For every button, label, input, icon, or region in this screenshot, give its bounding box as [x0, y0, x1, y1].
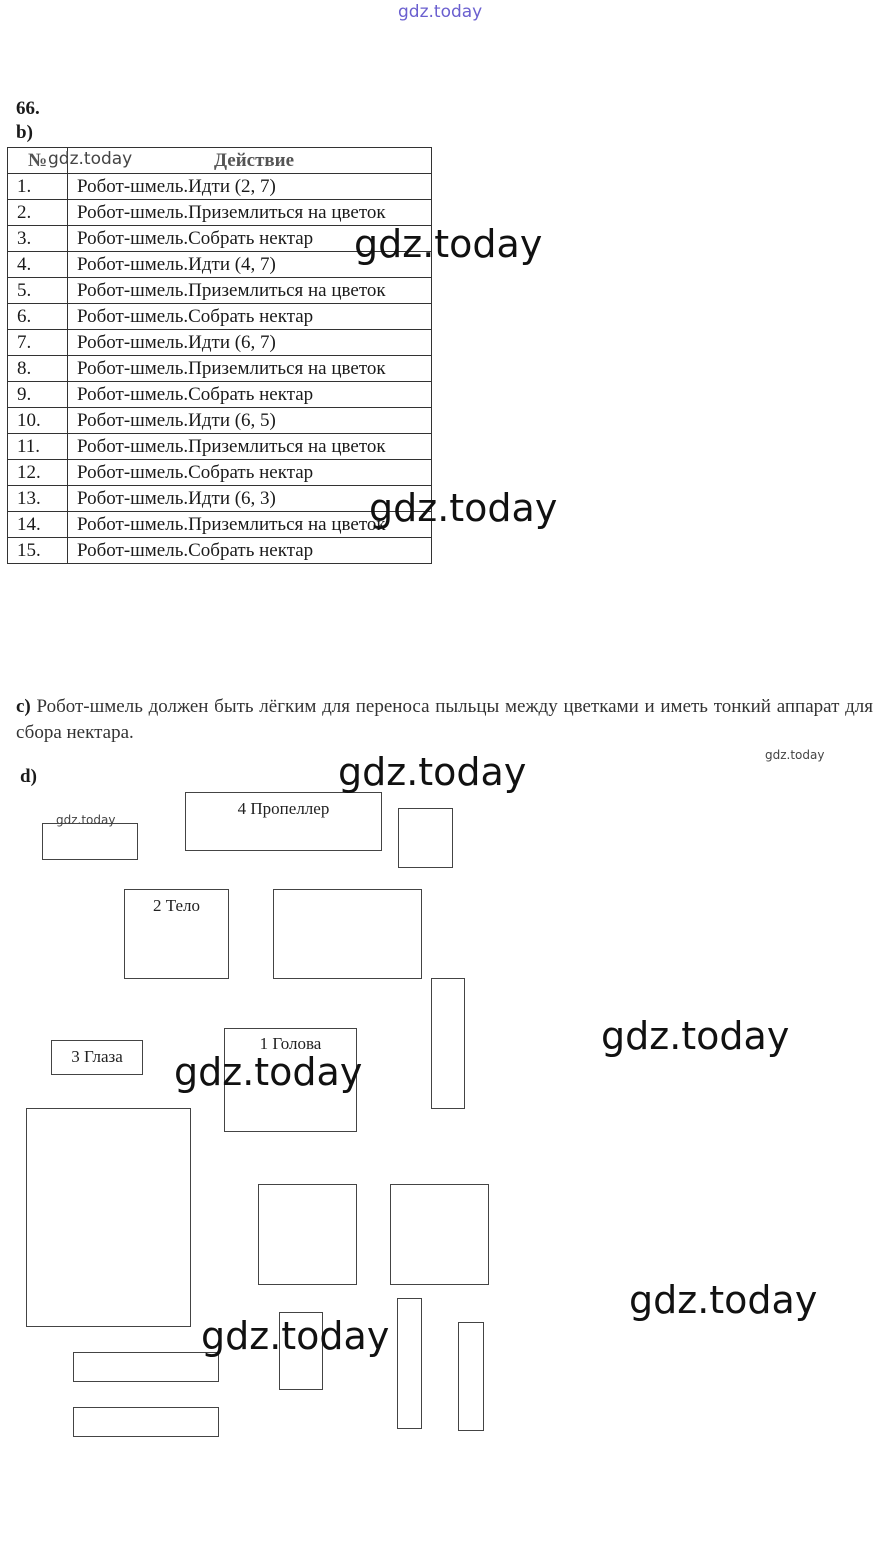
row-action: Робот-шмель.Собрать нектар: [68, 382, 432, 408]
part-c-text: Робот-шмель должен быть лёгким для переноса пыльцы между цветками и иметь тонкий аппарат для сбора нектара.: [16, 696, 873, 743]
row-action: Робот-шмель.Собрать нектар: [68, 304, 432, 330]
row-action: Робот-шмель.Идти (2, 7): [68, 174, 432, 200]
row-number: 12.: [8, 460, 68, 486]
row-action: Робот-шмель.Собрать нектар: [68, 226, 432, 252]
row-action: Робот-шмель.Собрать нектар: [68, 538, 432, 564]
head-label: 1 Голова: [259, 1034, 322, 1053]
bar-box-1: [73, 1352, 219, 1382]
leg-box-2: [397, 1298, 422, 1429]
row-number: 11.: [8, 434, 68, 460]
part-c-paragraph: [16, 694, 873, 746]
row-action: Робот-шмель.Приземлиться на цветок: [68, 356, 432, 382]
row-number: 5.: [8, 278, 68, 304]
part-d-label: d): [20, 766, 37, 787]
row-action: Робот-шмель.Идти (6, 7): [68, 330, 432, 356]
wide-box: [273, 889, 422, 979]
row-action: Робот-шмель.Идти (6, 3): [68, 486, 432, 512]
body-box: [124, 889, 229, 979]
row-action: Робот-шмель.Приземлиться на цветок: [68, 434, 432, 460]
row-number: 3.: [8, 226, 68, 252]
table-row: [8, 486, 432, 512]
row-number: 7.: [8, 330, 68, 356]
square-box-left: [258, 1184, 357, 1285]
watermark-small-right: gdz.today: [765, 748, 825, 762]
bar-box-2: [73, 1407, 219, 1437]
row-action: Робот-шмель.Приземлиться на цветок: [68, 512, 432, 538]
row-action: Робот-шмель.Приземлиться на цветок: [68, 200, 432, 226]
row-action: Робот-шмель.Приземлиться на цветок: [68, 278, 432, 304]
watermark-3: gdz.today: [338, 750, 527, 794]
propeller-box: [185, 792, 382, 851]
watermark-1: gdz.today: [354, 222, 543, 266]
watermark-7: gdz.today: [201, 1314, 390, 1358]
table-row: [8, 460, 432, 486]
large-box: [26, 1108, 191, 1327]
table-row: [8, 278, 432, 304]
leg-box-3: [458, 1322, 484, 1431]
table-row: [8, 356, 432, 382]
row-number: 4.: [8, 252, 68, 278]
watermark-4: gdz.today: [601, 1014, 790, 1058]
row-number: 1.: [8, 174, 68, 200]
table-row: [8, 382, 432, 408]
exercise-number: 66.: [16, 98, 40, 119]
eyes-label: 3 Глаза: [71, 1047, 123, 1066]
column-header-number: №: [8, 148, 68, 174]
row-action: Робот-шмель.Идти (6, 5): [68, 408, 432, 434]
square-box-right: [390, 1184, 489, 1285]
table-row: [8, 538, 432, 564]
table-row: [8, 434, 432, 460]
row-action: Робот-шмель.Собрать нектар: [68, 460, 432, 486]
row-number: 14.: [8, 512, 68, 538]
body-label: 2 Тело: [152, 896, 200, 915]
part-c-label: c): [16, 696, 31, 717]
table-row: [8, 304, 432, 330]
row-number: 15.: [8, 538, 68, 564]
watermark-2: gdz.today: [369, 486, 558, 530]
tall-narrow-box: [431, 978, 465, 1109]
propeller-label: 4 Пропеллер: [237, 799, 330, 818]
row-number: 13.: [8, 486, 68, 512]
eyes-box: [51, 1040, 143, 1075]
row-number: 8.: [8, 356, 68, 382]
watermark-small-left: gdz.today: [56, 813, 116, 827]
row-action: Робот-шмель.Идти (4, 7): [68, 252, 432, 278]
column-header-action: Действие: [68, 148, 432, 174]
watermark-5: gdz.today: [174, 1050, 363, 1094]
row-number: 6.: [8, 304, 68, 330]
table-row: [8, 408, 432, 434]
row-number: 10.: [8, 408, 68, 434]
small-square-box: [398, 808, 453, 868]
table-row: [8, 174, 432, 200]
table-row: [8, 512, 432, 538]
row-number: 2.: [8, 200, 68, 226]
row-number: 9.: [8, 382, 68, 408]
watermark-top: gdz.today: [398, 2, 483, 22]
small-box: [42, 823, 138, 860]
watermark-table-header: gdz.today: [48, 149, 133, 169]
watermark-6: gdz.today: [629, 1278, 818, 1322]
table-row: [8, 330, 432, 356]
part-b-label: b): [16, 122, 33, 143]
